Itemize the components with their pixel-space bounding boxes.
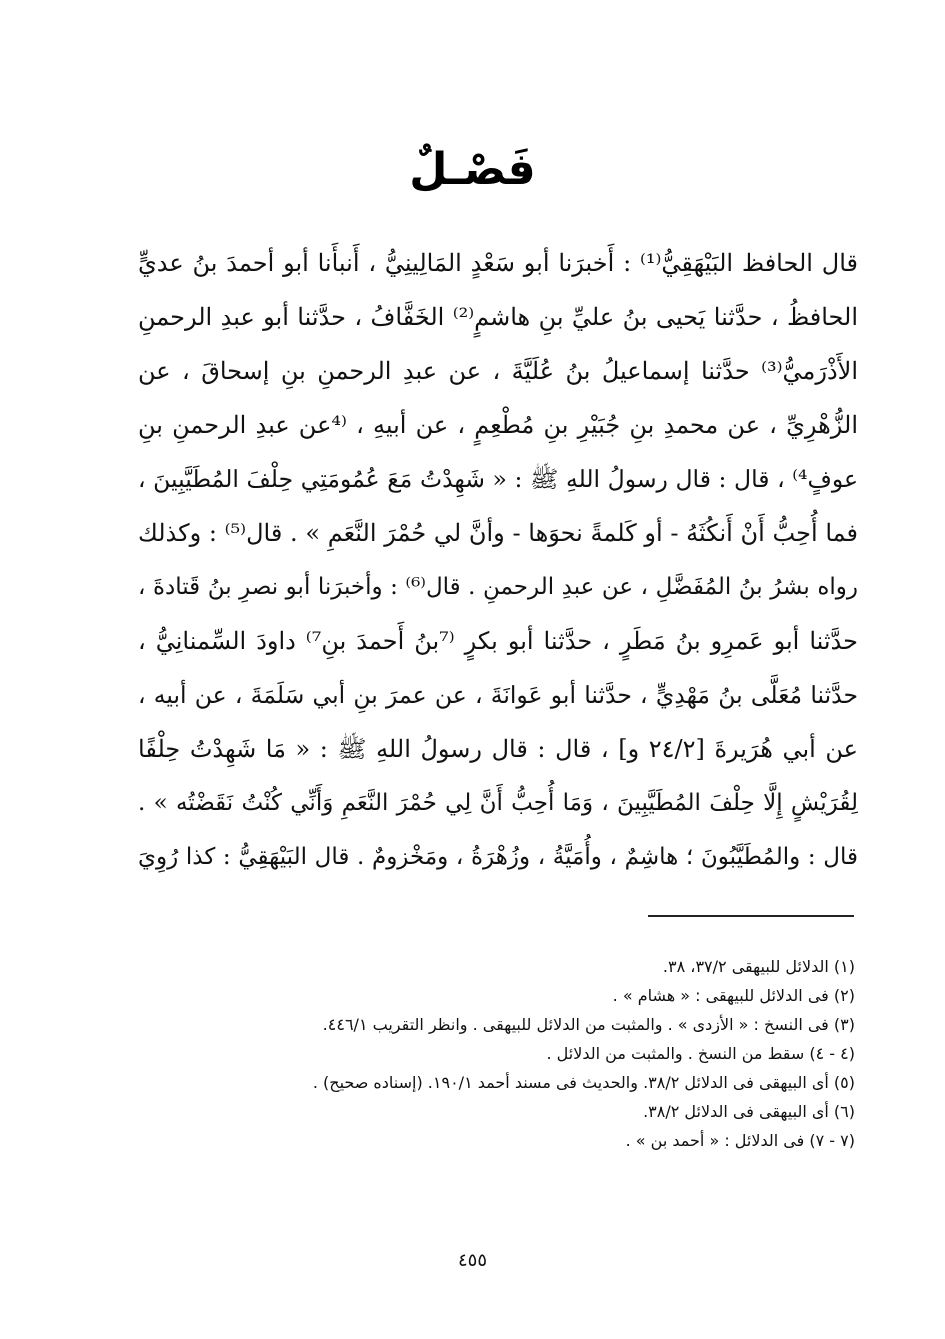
footnote: (٦) أى البيهقى فى الدلائل ٣٨/٢. [643, 1102, 855, 1121]
text-line: قال : والمُطَيَّبُونَ ؛ هاشِمٌ ، وأُمَيَّةُ ، وزُهْرَةُ ، ومَخْزومٌ . قال البَيْهَقِيُّ : كذا رُوِيَ [138, 844, 858, 870]
main-text [138, 236, 858, 884]
footnote: (٤ - ٤) سقط من النسخ . والمثبت من الدلائل . [546, 1044, 855, 1063]
footnote: (٣) فى النسخ : « الأزدى » . والمثبت من الدلائل للبيهقى . وانظر التقريب ٤٤٦/١. [322, 1015, 855, 1034]
footnote: (٢) فى الدلائل للبيهقى : « هشام » . [612, 986, 855, 1005]
text-line: عوفٍ⁴⁾ ، قال : قال رسولُ اللهِ ﷺ : « شَهِدْتُ مَعَ عُمُومَتِي حِلْفَ المُطَيَّبِينَ ، [138, 465, 858, 493]
text-line: الزُّهْرِيِّ ، عن محمدِ بنِ جُبَيْرِ بنِ مُطْعِمٍ ، عن أبيهِ ، ⁽⁴عن عبدِ الرحمنِ بنِ [138, 411, 858, 439]
section-title: فَصْـلٌ [409, 144, 536, 195]
text-line: حدَّثنا أبو عَمرِو بنُ مَطَرٍ ، حدَّثنا أبو بكرٍ ⁽⁷بنُ أَحمدَ بنِ⁷⁾ داودَ السِّمنانِيُّ ، [138, 627, 858, 655]
footnote: (٧ - ٧) فى الدلائل : « أحمد بن » . [625, 1131, 855, 1150]
text-line: حدَّثنا مُعَلَّى بنُ مَهْدِيٍّ ، حدَّثنا أبو عَوانَةَ ، عن عمرَ بنِ أبي سَلَمَةَ ، عن أبيه ، [138, 681, 858, 709]
text-line: قال الحافظ البَيْهَقِيُّ⁽¹⁾ : أَخبرَنا أبو سَعْدٍ المَالِينِيُّ ، أَنبأَنا أبو أحمدَ بنُ عديٍّ [138, 249, 858, 277]
footnotes [115, 952, 855, 1155]
footnote: (٥) أى البيهقى فى الدلائل ٣٨/٢. والحديث فى مسند أحمد ١٩٠/١. (إسناده صحيح) . [312, 1073, 855, 1092]
text-line: رواه بشرُ بنُ المُفَضَّلِ ، عن عبدِ الرحمنِ . قال⁽⁶⁾ : وأخبرَنا أبو نصرِ بنُ قَتادةَ ، [138, 574, 858, 600]
text-line: لِقُرَيْشٍ إِلَّا حِلْفَ المُطَيَّبِينَ ، وَمَا أُحِبُّ أَنَّ لِي حُمْرَ النَّعَمِ وَأَنِّي كُنْتُ نَقَضْتُه » . [138, 790, 858, 816]
footnote: (١) الدلائل للبيهقى ٣٧/٢، ٣٨. [662, 957, 855, 976]
text-line: الحافظُ ، حدَّثنا يَحيى بنُ عليِّ بنِ هاشمٍ⁽²⁾ الخَفَّافُ ، حدَّثنا أبو عبدِ الرحمنِ [138, 303, 858, 331]
text-line: فما أُحِبُّ أَنْ أَنكُثَهُ - أو كَلمةً نحوَها - وأنَّ لي حُمْرَ النَّعَمِ » . قال⁽⁵⁾ : وكذلك [138, 519, 858, 547]
page-number: ٤٥٥ [457, 1250, 487, 1271]
text-line: الأَذْرَميُّ⁽³⁾ حدَّثنا إسماعيلُ بنُ عُلَيَّةَ ، عن عبدِ الرحمنِ بنِ إسحاقَ ، عن [138, 357, 858, 385]
footnote-separator [648, 915, 854, 917]
text-line: عن أبي هُرَيرةَ [٢٤/٢ و] ، قال : قال رسولُ اللهِ ﷺ : « مَا شَهِدْتُ حِلْفًا [138, 735, 858, 763]
